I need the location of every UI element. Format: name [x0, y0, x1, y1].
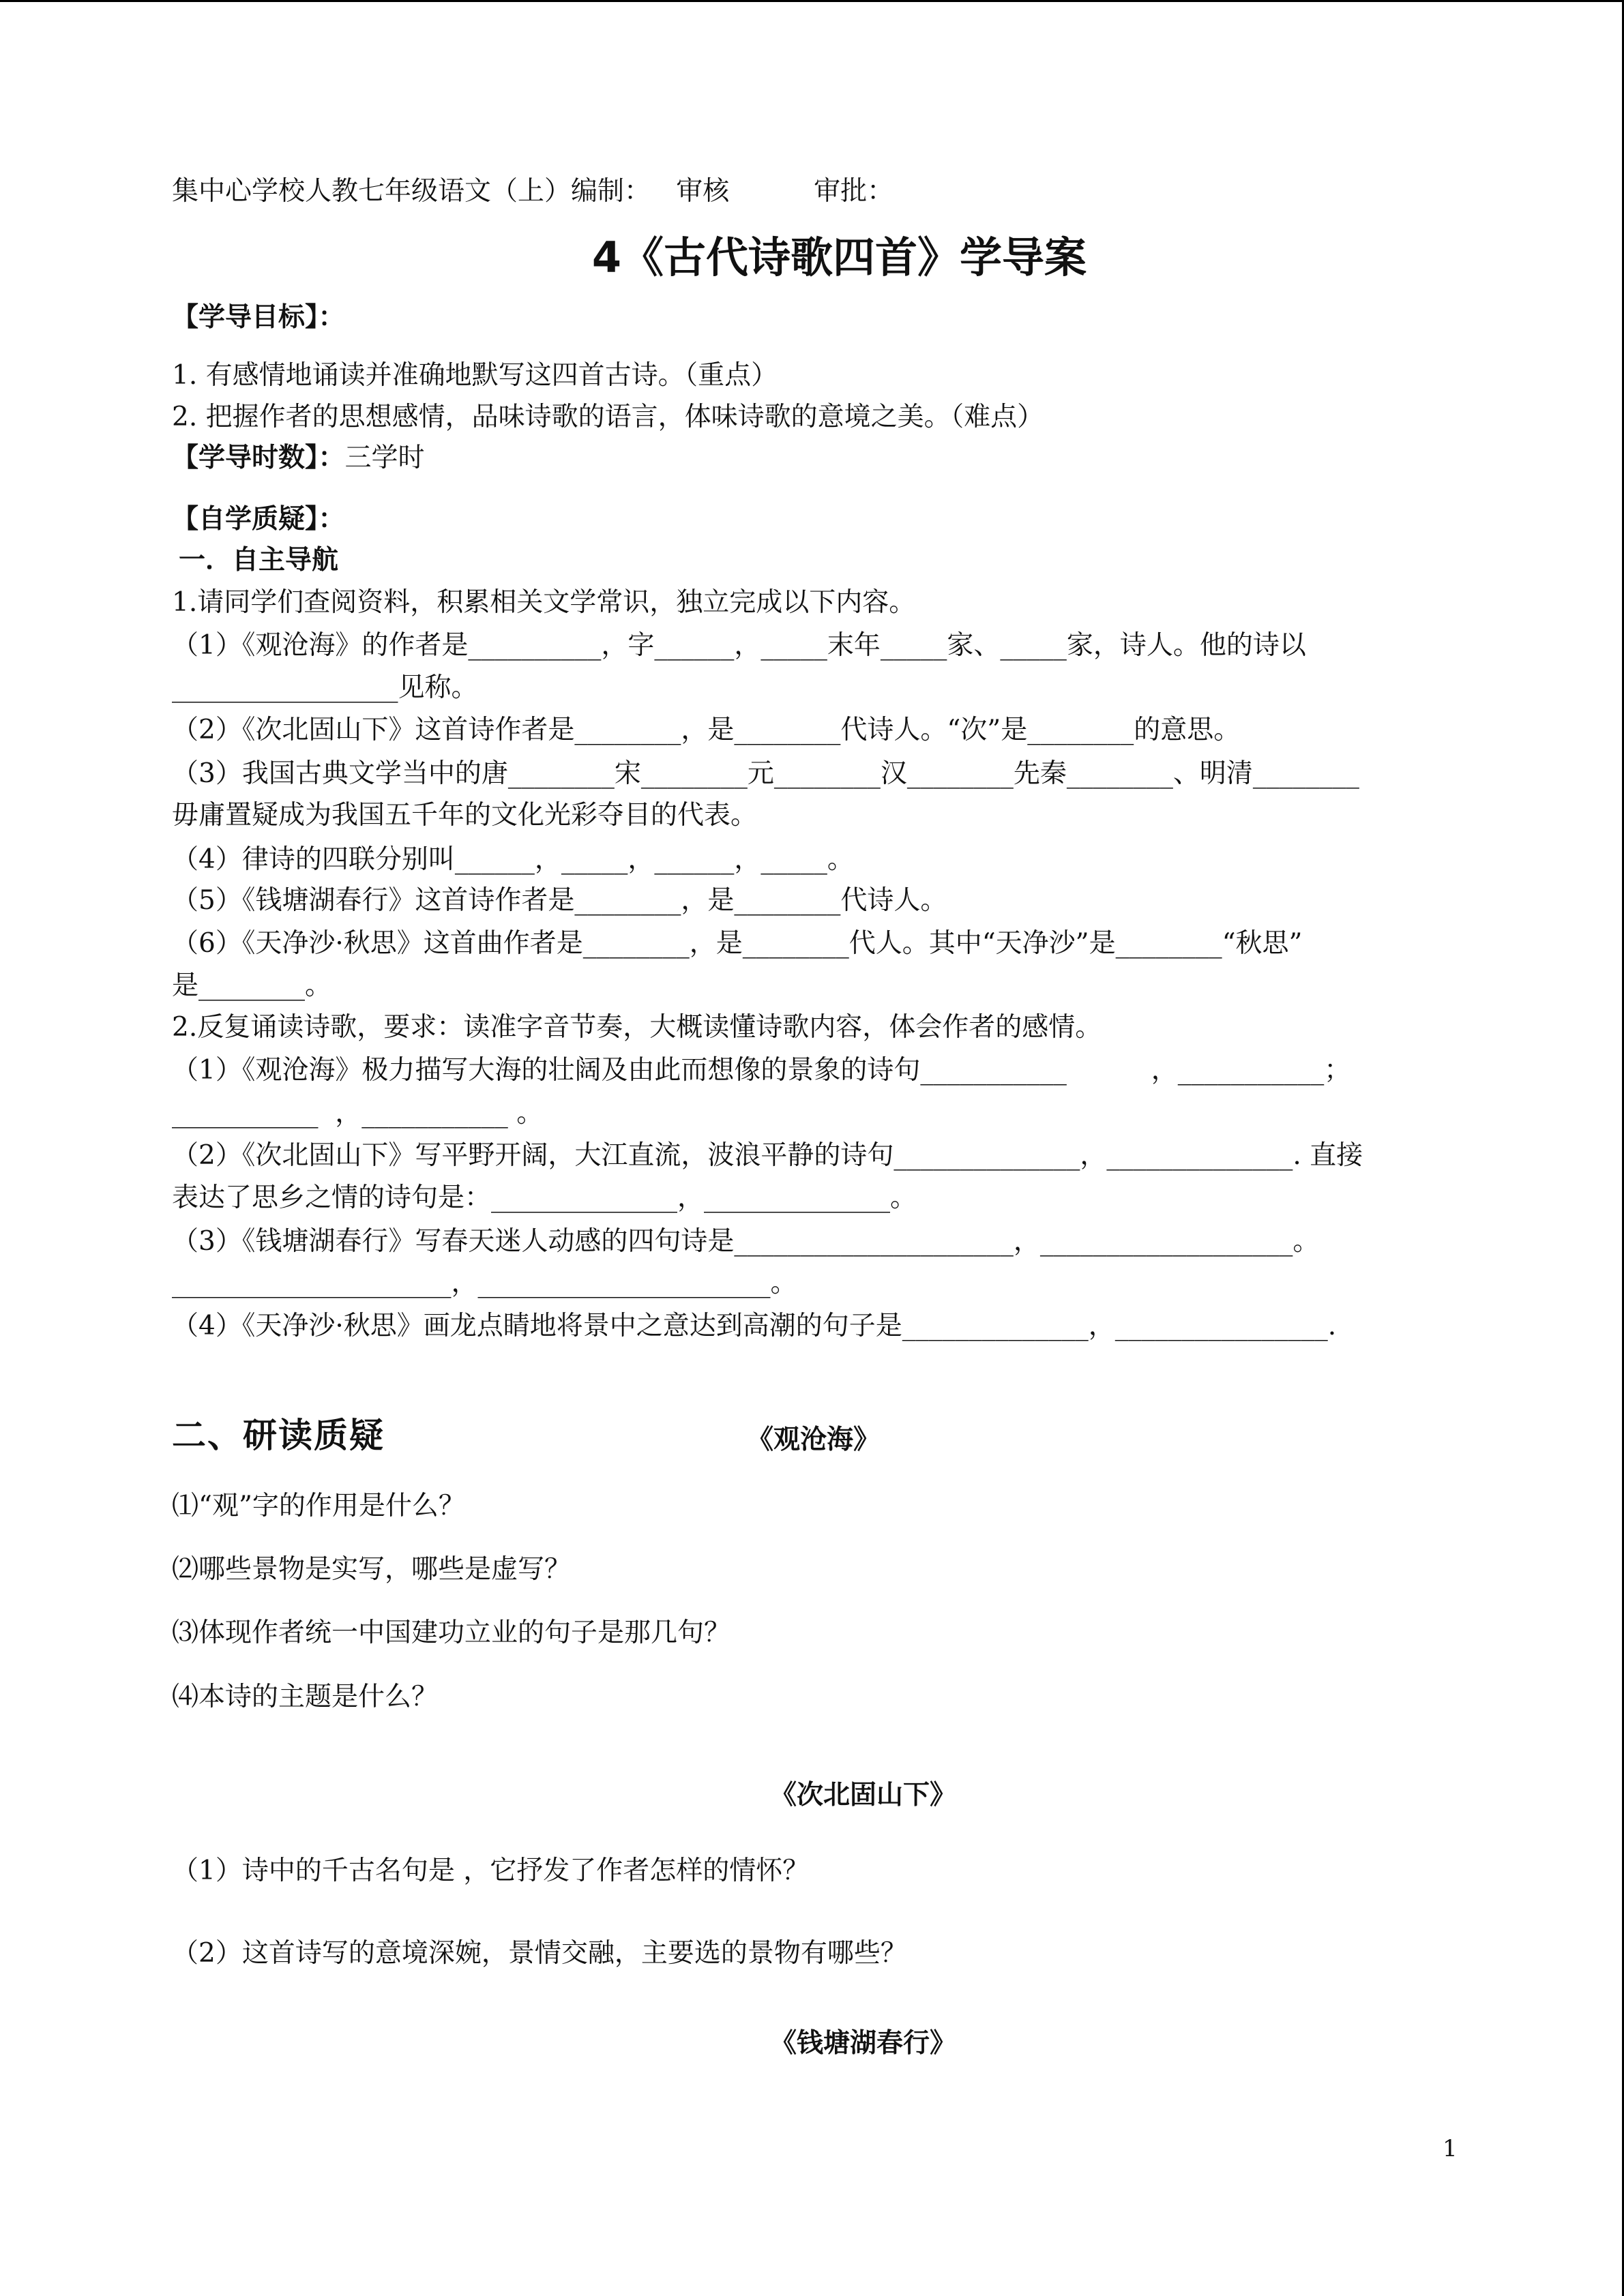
q1-line: （5）《钱塘湖春行》这首诗作者是________，是________代诗人。 — [172, 885, 947, 916]
q1-line: （3）我国古典文学当中的唐________宋________元________汉________先秦________、明清________ — [172, 758, 1359, 789]
q1-intro: 1.请同学们查阅资料，积累相关文学常识，独立完成以下内容。 — [172, 587, 916, 618]
hours-heading: 【学导时数】： — [172, 443, 345, 473]
hours-value: 三学时 — [344, 443, 425, 473]
q2-intro: 2.反复诵读诗歌，要求：读准字音节奏，大概读懂诗歌内容，体会作者的感情。 — [172, 1012, 1102, 1043]
objectives-heading: 【学导目标】： — [172, 302, 345, 333]
q1-line: （1）《观沧海》的作者是__________，字______，_____末年_____家、_____家，诗人。他的诗以 — [172, 630, 1306, 661]
q2-line: （4）《天净沙·秋思》画龙点睛地将景中之意达到高潮的句子是______________，________________. — [172, 1311, 1337, 1341]
page-title: 4《古代诗歌四首》学导案 — [591, 233, 1087, 282]
poem2-title: 《次北固山下》 — [769, 1779, 956, 1810]
part1-heading: 一．自主导航 — [179, 545, 339, 576]
q2-line: 表达了思乡之情的诗句是：______________，______________。 — [172, 1182, 917, 1213]
q1-line: 毋庸置疑成为我国五千年的文化光彩夺目的代表。 — [172, 800, 758, 831]
selfstudy-heading: 【自学质疑】： — [172, 504, 345, 535]
q1-line: （6）《天净沙·秋思》这首曲作者是________，是________代人。其中“天净沙”是________“秋思” — [172, 928, 1303, 959]
q2-line: （2）《次北固山下》写平野开阔，大江直流，波浪平静的诗句______________，______________. 直接 — [172, 1140, 1363, 1171]
objective-item: 1. 有感情地诵读并准确地默写这四首古诗。（重点） — [172, 360, 778, 391]
q2-line: _____________________，______________________。 — [172, 1268, 797, 1298]
poem1-question: ⑴“观”字的作用是什么？ — [172, 1491, 465, 1521]
poem1-question: ⑷本诗的主题是什么？ — [172, 1682, 439, 1712]
page-number: 1 — [1443, 2135, 1458, 2162]
q1-line: （4）律诗的四联分别叫______，_____，______，_____。 — [172, 844, 854, 875]
hours-row — [172, 441, 425, 476]
poem2-question: （2）这首诗写的意境深婉，景情交融，主要选的景物有哪些？ — [172, 1938, 907, 1969]
objective-item: 2. 把握作者的思想感情，品味诗歌的语言，体味诗歌的意境之美。（难点） — [172, 402, 1044, 432]
poem1-title: 《观沧海》 — [747, 1424, 881, 1455]
poem3-title: 《钱塘湖春行》 — [769, 2027, 956, 2059]
q1-line: _________________见称。 — [172, 672, 478, 703]
poem1-question: ⑶体现作者统一中国建功立业的句子是那几句？ — [172, 1617, 731, 1648]
part2-heading: 二、研读质疑 — [172, 1415, 385, 1455]
q1-line: （2）《次北固山下》这首诗作者是________，是________代诗人。“次”是________的意思。 — [172, 715, 1241, 745]
q2-line: ___________ ，___________ 。 — [172, 1098, 544, 1129]
poem1-question: ⑵哪些景物是实写，哪些是虚写？ — [172, 1554, 572, 1585]
q2-line: （3）《钱塘湖春行》写春天迷人动感的四句诗是_____________________，___________________。 — [172, 1226, 1320, 1257]
q1-line: 是________。 — [172, 970, 332, 1001]
poem2-question: （1）诗中的千古名句是 ，它抒发了作者怎样的情怀？ — [172, 1855, 810, 1886]
q2-line: （1）《观沧海》极力描写大海的壮阔及由此而想像的景象的诗句___________ ，___________； — [172, 1055, 1351, 1086]
header-meta: 集中心学校人教七年级语文（上）编制： 审核 审批： — [172, 176, 894, 207]
